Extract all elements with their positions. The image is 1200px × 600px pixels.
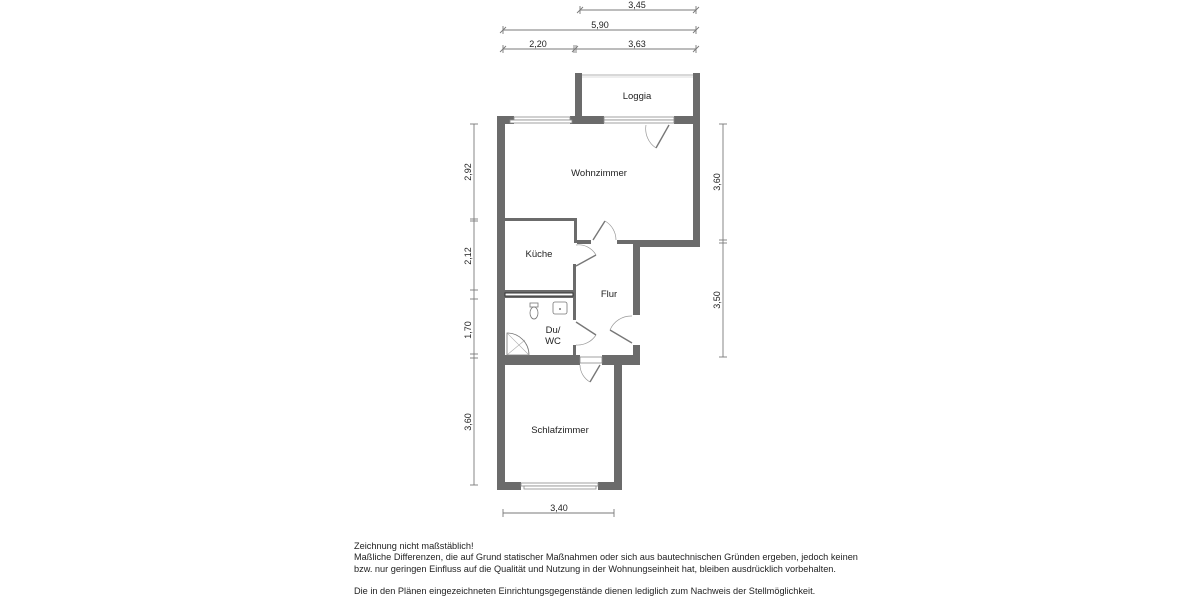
door-wohnzimmer[interactable] <box>593 221 616 240</box>
room-label-schlafzimmer: Schlafzimmer <box>531 425 589 436</box>
door-kueche[interactable] <box>576 245 596 266</box>
disclaimer-notes <box>354 541 874 597</box>
dim-left-2: 2,12 <box>463 247 473 265</box>
dim-right-1: 3,60 <box>712 173 722 191</box>
room-label-flur: Flur <box>600 289 618 300</box>
dim-left-4: 3,60 <box>463 413 473 431</box>
dim-left-1: 2,92 <box>463 163 473 181</box>
room-label-kueche: Küche <box>525 249 553 260</box>
room-label-bad-line1: Du/ <box>545 325 561 336</box>
room-label-bad-line2: WC <box>545 336 561 347</box>
dim-top-row1: 3,45 <box>628 0 646 10</box>
dim-top-row2: 5,90 <box>591 20 609 30</box>
kitchen-counter <box>505 293 573 296</box>
room-label-loggia: Loggia <box>622 91 652 102</box>
door-entrance[interactable] <box>610 316 632 343</box>
note-deviation-1: Maßliche Differenzen, die auf Grund statischer Maßnahmen oder sich aus bautechnischen Gründen ergeben, jedoch keinen <box>354 552 858 563</box>
dimension-top <box>500 0 699 53</box>
door-loggia[interactable] <box>646 125 669 148</box>
dimension-right <box>712 124 727 357</box>
dim-top-row3-right: 3,63 <box>628 39 646 49</box>
door-bad[interactable] <box>576 322 596 345</box>
dim-left-3: 1,70 <box>463 321 473 339</box>
dim-top-row3-left: 2,20 <box>529 39 547 49</box>
dim-bottom-1: 3,40 <box>550 503 568 513</box>
toilet-icon <box>530 303 538 319</box>
dimension-left <box>463 124 478 485</box>
note-scale: Zeichnung nicht maßstäblich! <box>354 541 474 551</box>
note-furniture: Die in den Plänen eingezeichneten Einrichtungsgegenstände dienen lediglich zum Nachweis der Stellmöglichkeit. <box>354 585 816 596</box>
shower-icon <box>507 333 529 355</box>
door-schlafzimmer[interactable] <box>580 357 602 382</box>
dimension-bottom <box>503 503 614 517</box>
doors <box>576 125 669 382</box>
sink-icon <box>553 302 567 314</box>
room-label-wohnzimmer: Wohnzimmer <box>571 168 627 179</box>
dim-right-2: 3,50 <box>712 291 722 309</box>
fixtures <box>505 293 573 355</box>
note-deviation-2: bzw. nur geringen Einfluss auf die Qualität und Nutzung in der Wohnungseinheit hat, bleiben ausdrücklich vorbehalten. <box>354 563 836 574</box>
